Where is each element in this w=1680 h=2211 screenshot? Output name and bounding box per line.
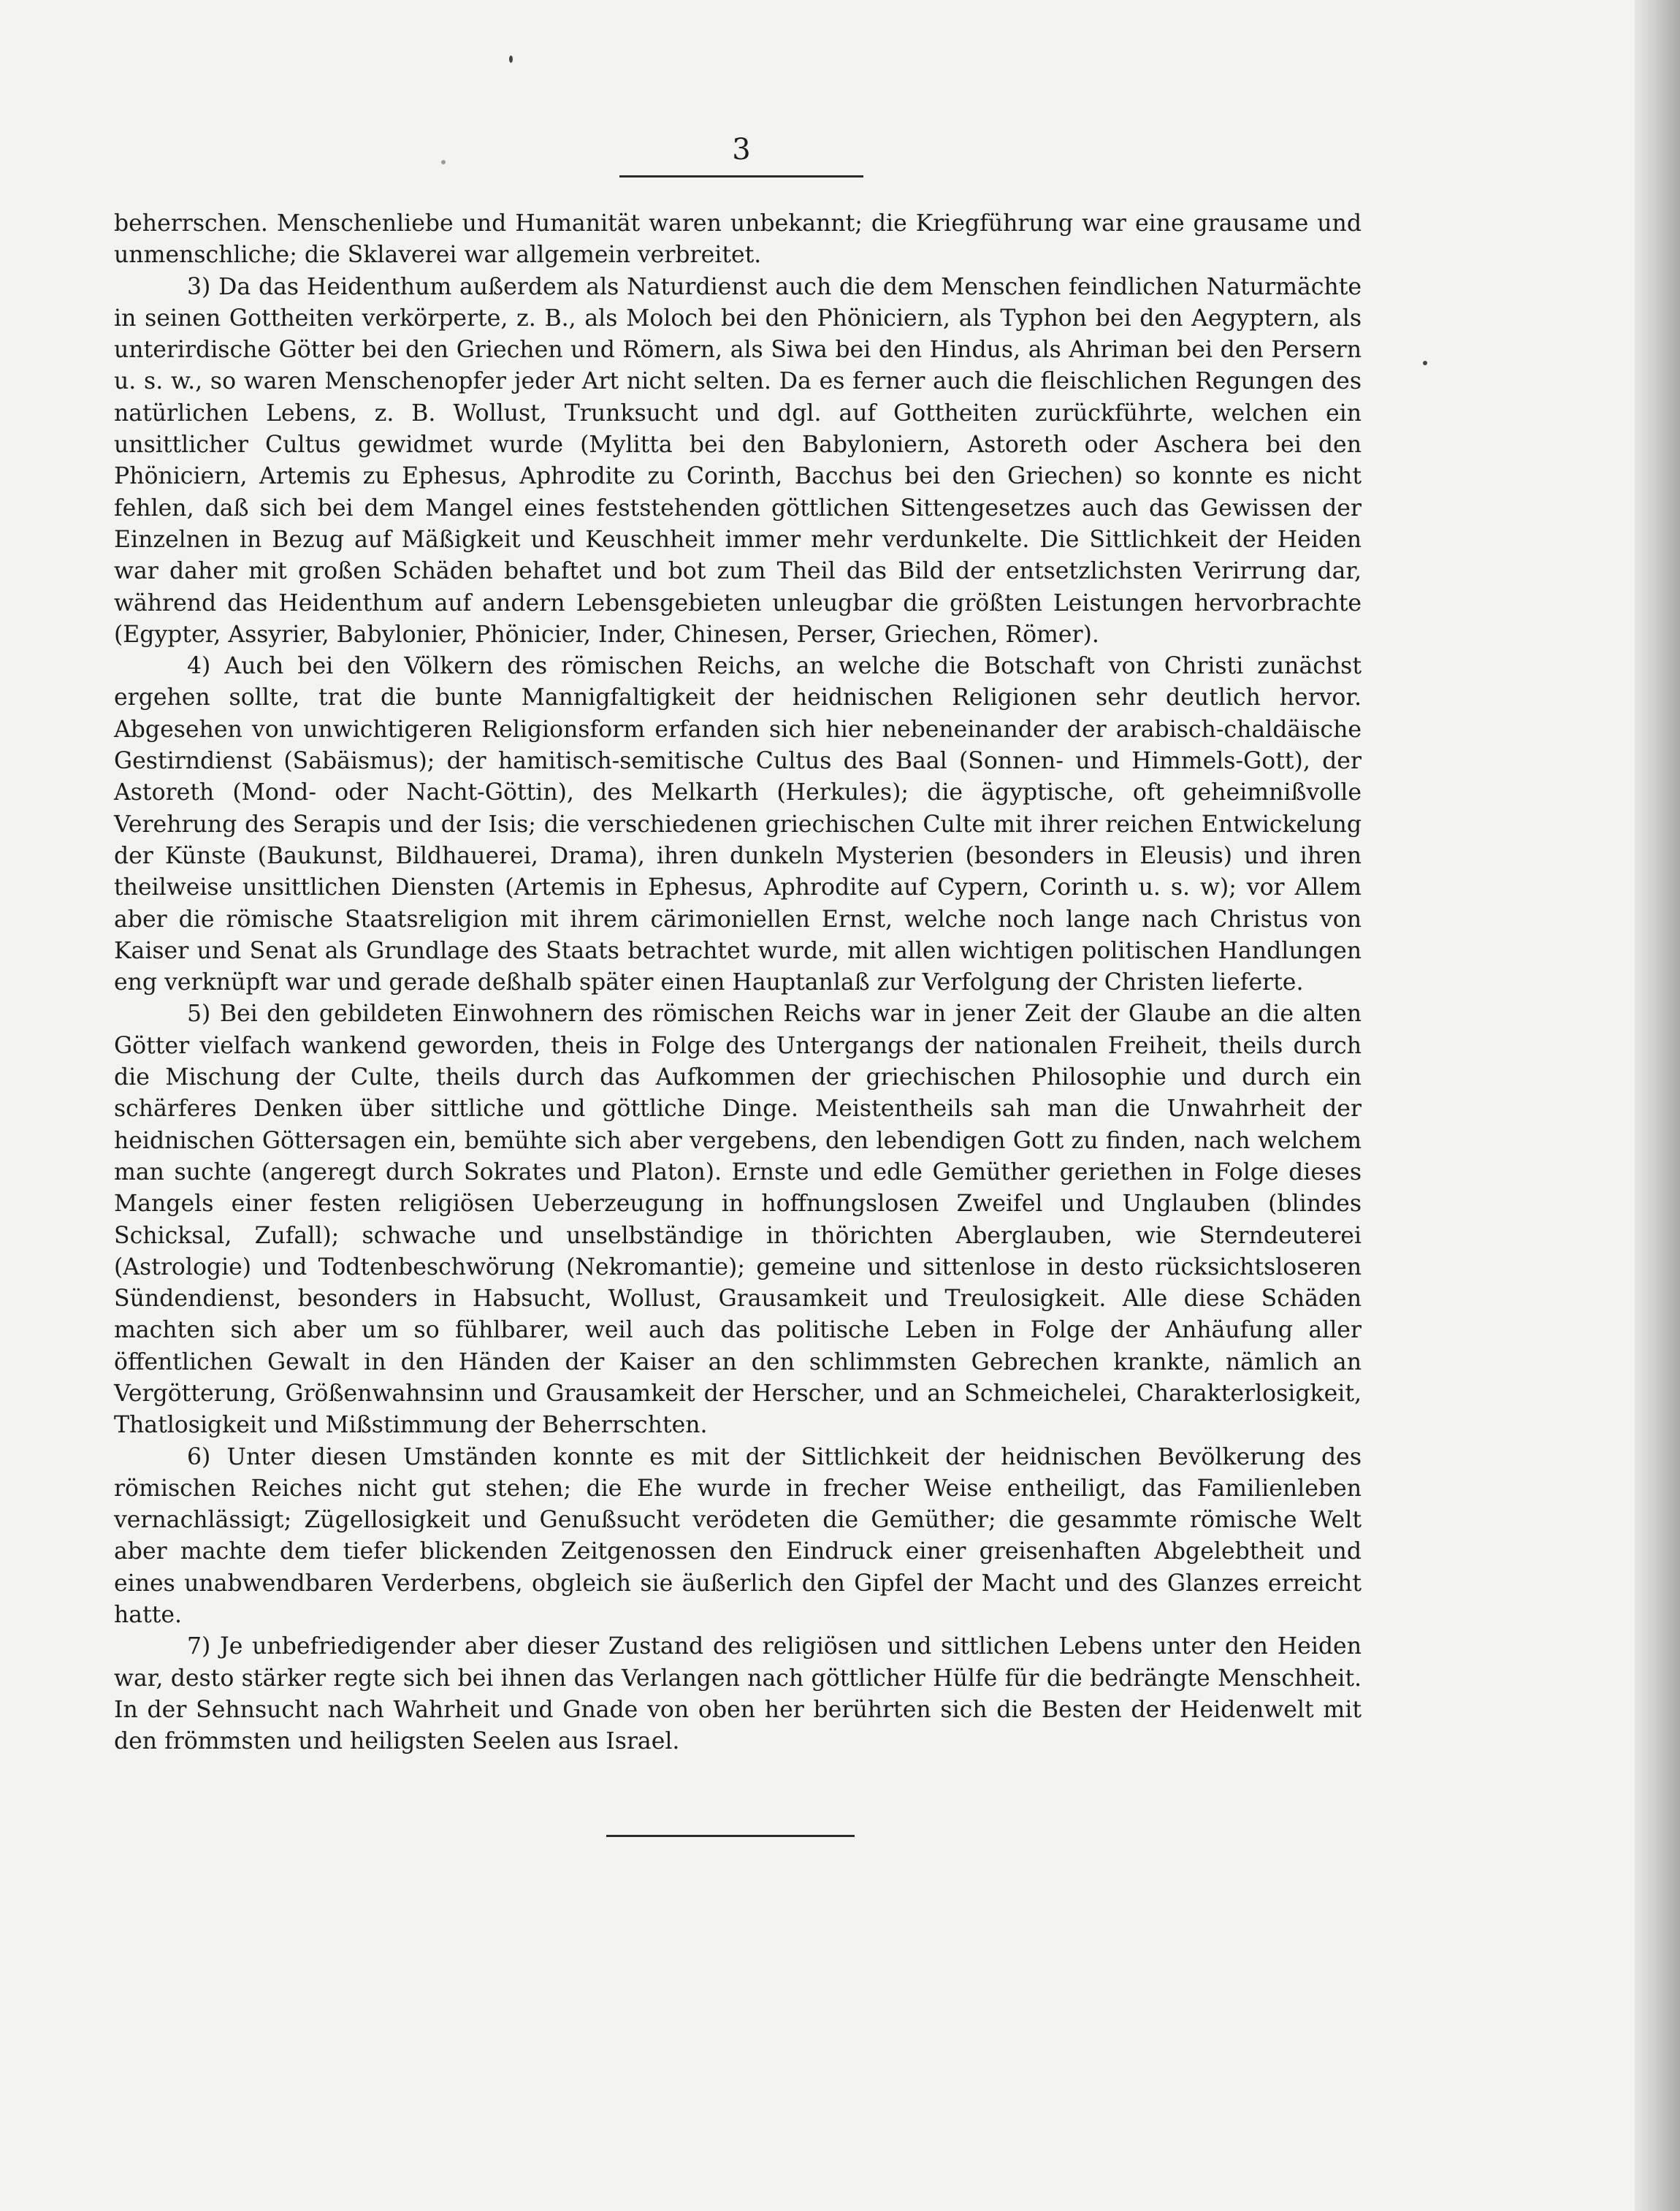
paragraph-3: 3) Da das Heidenthum außerdem als Naturdienst auch die dem Menschen feindlichen Naturmächte in seinen Gottheiten verkörperte, z. B., als Moloch bei den Phöniciern, als Typhon bei den Aegyptern, als unterirdische Götter bei den Griechen und Römern, als Siwa bei den Hindus, als Ahriman bei den Persern u. s. w., so waren Menschenopfer jeder Art nicht selten. Da es ferner auch die fleischlichen Regungen des natürlichen Lebens, z. B. Wollust, Trunksucht und dgl. auf Gottheiten zurückführte, welchen ein unsittlicher Cultus gewidmet wurde (Mylitta bei den Babyloniern, Astoreth oder Aschera bei den Phöniciern, Artemis zu Ephesus, Aphrodite zu Corinth, Bacchus bei den Griechen) so konnte es nicht fehlen, daß sich bei dem Mangel eines feststehenden göttlichen Sittengesetzes auch das Gewissen der Einzelnen in Bezug auf Mäßigkeit und Keuschheit immer mehr verdunkelte. Die Sittlichkeit der Heiden war daher mit großen Schäden behaftet und bot zum Theil das Bild der entsetzlichsten Verirrung dar, während das Heidenthum auf andern Lebensgebieten unleugbar die größten Leistungen hervorbrachte (Egypter, Assyrier, Babylonier, Phönicier, Inder, Chinesen, Perser, Griechen, Römer). <box>114 273 1362 648</box>
ink-speck <box>1423 361 1427 365</box>
paragraph-6: 6) Unter diesen Umständen konnte es mit der Sittlichkeit der heidnischen Bevölkerung des römischen Reiches nicht gut stehen; die Ehe wurde in frecher Weise entheiligt, das Familienleben vernachlässigt; Zügellosigkeit und Genußsucht verödeten die Gemüther; die gesammte römische Welt aber machte dem tiefer blickenden Zeitgenossen den Eindruck einer greisenhaften Abgelebtheit und eines unabwendbaren Verderbens, obgleich sie äußerlich den Gipfel der Macht und des Glanzes erreicht hatte. <box>114 1443 1362 1629</box>
paragraph-5: 5) Bei den gebildeten Einwohnern des römischen Reichs war in jener Zeit der Glaube an die alten Götter vielfach wankend geworden, theis in Folge des Untergangs der nationalen Freiheit, theils durch die Mischung der Culte, theils durch das Aufkommen der griechischen Philosophie und durch ein schärferes Denken über sittliche und göttliche Dinge. Meistentheils sah man die Unwahrheit der heidnischen Göttersagen ein, bemühte sich aber vergebens, den lebendigen Gott zu finden, nach welchem man suchte (angeregt durch Sokrates und Platon). Ernste und edle Gemüther geriethen in Folge dieses Mangels einer festen religiösen Ueberzeugung in hoffnungslosen Zweifel und Unglauben (blindes Schicksal, Zufall); schwache und unselbständige in thörichten Aberglauben, wie Sterndeuterei (Astrologie) und Todtenbeschwörung (Nekromantie); gemeine und sittenlose in desto rücksichtsloseren Sündendienst, besonders in Habsucht, Wollust, Grausamkeit und Treulosigkeit. Alle diese Schäden machten sich aber um so fühlbarer, weil auch das politische Leben in Folge der Anhäufung aller öffentlichen Gewalt in den Händen der Kaiser an den schlimmsten Gebrechen krankte, nämlich an Vergötterung, Größenwahnsinn und Grausamkeit der Herscher, und an Schmeichelei, Charakterlosigkeit, Thatlosigkeit und Mißstimmung der Beherrschten. <box>114 1001 1362 1439</box>
paragraph-7: 7) Je unbefriedigender aber dieser Zustand des religiösen und sittlichen Lebens unter den Heiden war, desto stärker regte sich bei ihnen das Verlangen nach göttlicher Hülfe für die bedrängte Menschheit. In der Sehnsucht nach Wahrheit und Gnade von oben her berührten sich die Besten der Heidenwelt mit den frömmsten und heiligsten Seelen aus Israel. <box>114 1633 1362 1755</box>
body-text <box>114 208 1362 1758</box>
paragraph-continuation: beherrschen. Menschenliebe und Humanität waren unbekannt; die Kriegführung war eine grausame und unmenschliche; die Sklaverei war allgemein verbreitet. <box>114 210 1362 269</box>
paragraph-4: 4) Auch bei den Völkern des römischen Reichs, an welche die Botschaft von Christi zunächst ergehen sollte, trat die bunte Mannigfaltigkeit der heidnischen Religionen sehr deutlich hervor. Abgesehen von unwichtigeren Religionsform erfanden sich hier nebeneinander der arabisch-chaldäische Gestirndienst (Sabäismus); der hamitisch-semitische Cultus des Baal (Sonnen- und Himmels-Gott), der Astoreth (Mond- oder Nacht-Göttin), des Melkarth (Herkules); die ägyptische, oft geheimnißvolle Verehrung des Serapis und der Isis; die verschiedenen griechischen Culte mit ihrer reichen Entwickelung der Künste (Baukunst, Bildhauerei, Drama), ihren dunkeln Mysterien (besonders in Eleusis) und ihren theilweise unsittlichen Diensten (Artemis in Ephesus, Aphrodite auf Cypern, Corinth u. s. w); vor Allem aber die römische Staatsreligion mit ihrem cärimoniellen Ernst, welche noch lange nach Christus von Kaiser und Senat als Grundlage des Staats betrachtet wurde, mit allen wichtigen politischen Handlungen eng verknüpft war und gerade deßhalb später einen Hauptanlaß zur Verfolgung der Christen lieferte. <box>114 653 1362 996</box>
closing-rule <box>606 1835 855 1837</box>
header-rule <box>619 175 863 177</box>
page-edge-shadow <box>1635 0 1680 2211</box>
page-number: 3 <box>732 133 751 167</box>
ink-speck <box>509 56 513 63</box>
